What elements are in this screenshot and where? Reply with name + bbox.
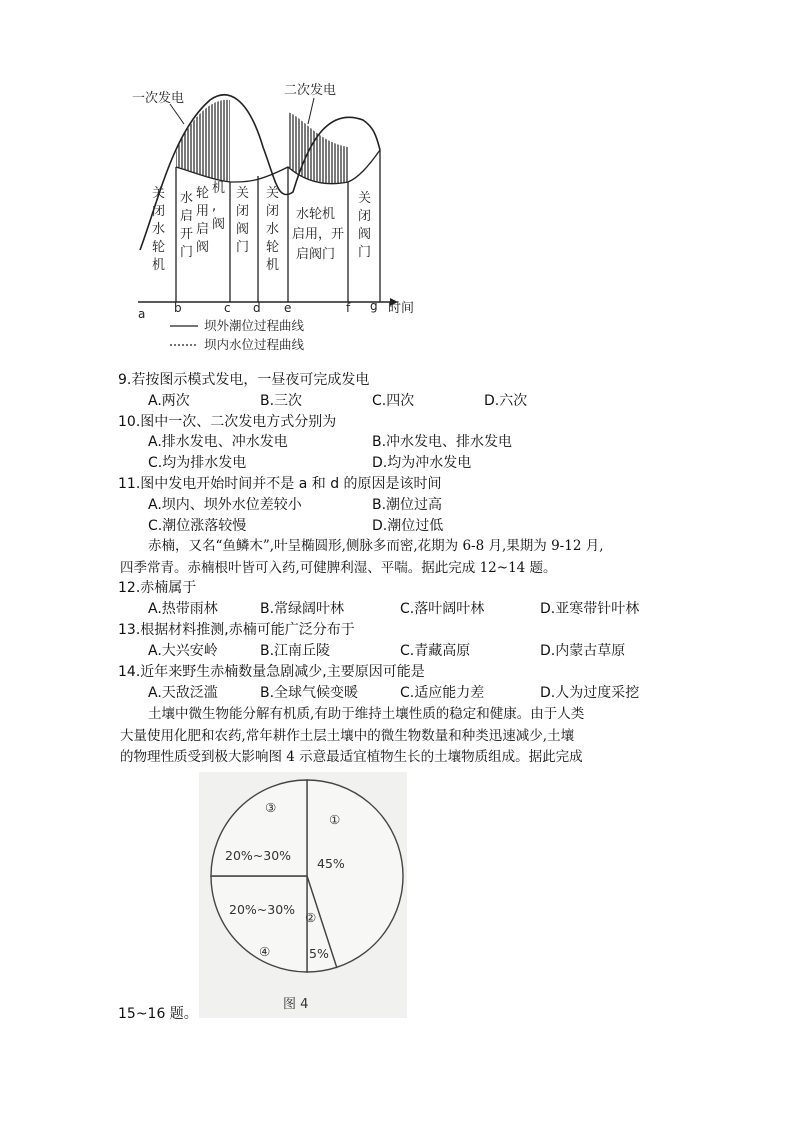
svg-text:门: 门 [180,245,194,260]
stage-label-1: 关 [152,186,166,201]
question-13-stem: 13.根据材料推测,赤楠可能广泛分布于 [118,622,355,638]
stage-label-2: 水 [180,191,194,206]
legend-solid: 坝外潮位过程曲线 [204,318,305,333]
stage-label-5: 水轮机 [296,207,336,222]
question-11-stem: 11.图中发电开始时间并不是 a 和 d 的原因是该时间 [118,476,442,492]
svg-text:机: 机 [266,258,280,273]
q12-option-d: D.亚寒带针叶林 [540,601,640,617]
q9-option-b: B.三次 [260,393,303,409]
sector-1-value: 45% [317,856,345,871]
svg-text:水: 水 [152,222,166,237]
passage-chinan: 赤楠，又名“鱼鳞木”,叶呈椭圆形,侧脉多而密,花期为 6-8 月,果期为 9-12 月, 四季常青。赤楠根叶皆可入药,可健脾利湿、平喘。据此完成 12~14 题。 [120,538,604,576]
tick-e: e [284,301,292,315]
tidal-power-svg [118,72,428,362]
q14-option-b: B.全球气候变暖 [260,685,359,701]
q10-option-a: A.排水发电、冲水发电 [148,434,288,450]
sector-3-id: ③ [265,800,277,815]
svg-text:水: 水 [266,222,280,237]
sector-3-value: 20%~30% [225,848,292,863]
q13-option-b: B.江南丘陵 [260,643,331,659]
q13-option-a: A.大兴安岭 [148,643,218,659]
question-12-stem: 12.赤楠属于 [118,580,197,596]
q10-option-c: C.均为排水发电 [148,455,247,471]
q12-option-a: A.热带雨林 [148,601,218,617]
q11-option-c: C.潮位涨落较慢 [148,518,247,534]
passage-soil: 土壤中微生物能分解有机质,有助于维持土壤性质的稳定和健康。由于人类 大量使用化肥和农药,常年耕作土层土壤中的微生物数量和种类迅速减少,土壤 的物理性质受到极大影响图 4 示意最适宜植物生长的土壤物质组成。据此完成 [120,706,585,765]
q11-option-a: A.坝内、坝外水位差较小 [148,497,302,513]
tick-c: c [224,301,231,315]
time-axis-label: 时间 [388,301,415,316]
svg-text:轮: 轮 [196,186,210,201]
question-14-stem: 14.近年来野生赤楠数量急剧减少,主要原因可能是 [118,664,425,680]
svg-text:闭: 闭 [266,204,280,219]
svg-text:,: , [212,199,217,214]
svg-text:阀: 阀 [212,217,226,232]
tick-d: d [253,301,261,315]
tick-b: b [174,301,182,315]
second-generation-label: 二次发电 [284,83,337,98]
svg-text:闭: 闭 [152,204,166,219]
soil-composition-figure [199,772,407,1018]
svg-text:机: 机 [212,181,226,196]
svg-text:轮: 轮 [266,240,280,255]
svg-text:开: 开 [180,227,194,242]
svg-text:启: 启 [180,209,194,224]
sector-1-id: ① [329,812,341,827]
q10-option-b: B.冲水发电、排水发电 [372,434,513,450]
svg-text:启用，开: 启用，开 [292,227,345,242]
q9-option-c: C.四次 [372,393,415,409]
q14-option-c: C.适应能力差 [400,685,485,701]
q10-option-d: D.均为冲水发电 [372,455,472,471]
svg-text:阀: 阀 [358,227,372,242]
question-10-stem: 10.图中一次、二次发电方式分别为 [118,414,337,430]
figure-4-caption: 图 4 [283,997,309,1012]
tick-a: a [138,307,146,321]
q14-option-a: A.天敌泛滥 [148,685,218,701]
sector-2-value: 5% [309,946,329,961]
svg-text:机: 机 [152,258,166,273]
sector-2-id: ② [305,910,317,925]
svg-text:启: 启 [196,222,210,237]
svg-text:门: 门 [236,240,250,255]
tidal-power-diagram [118,72,428,362]
q13-option-d: D.内蒙古草原 [540,643,626,659]
q11-option-b: B.潮位过高 [372,497,443,513]
q12-option-c: C.落叶阔叶林 [400,601,485,617]
svg-text:用: 用 [196,204,210,219]
q14-option-d: D.人为过度采挖 [540,685,640,701]
svg-text:轮: 轮 [152,240,166,255]
q13-option-c: C.青藏高原 [400,643,471,659]
sector-4-value: 20%~30% [229,902,296,917]
q9-option-d: D.六次 [484,393,528,409]
legend-dashed: 坝内水位过程曲线 [204,337,305,352]
svg-text:闭: 闭 [358,209,372,224]
pie-chart [199,772,407,1018]
q12-option-b: B.常绿阔叶林 [260,601,345,617]
q11-option-d: D.潮位过低 [372,518,444,534]
svg-text:启阀门: 启阀门 [296,247,336,262]
stage-label-3: 关 [236,186,250,201]
svg-text:门: 门 [358,245,372,260]
q9-option-a: A.两次 [148,393,190,409]
stage-label-6: 关 [358,191,372,206]
stage-label-4: 关 [266,186,280,201]
first-generation-label: 一次发电 [132,91,185,106]
svg-text:闭: 闭 [236,204,250,219]
svg-text:阀: 阀 [236,222,250,237]
tail-text: 15~16 题。 [118,1006,198,1022]
sector-4-id: ④ [259,944,271,959]
second-generation-hatch [288,112,348,184]
svg-text:阀: 阀 [196,240,210,255]
tick-f: f [346,301,351,315]
question-9-stem: 9.若按图示模式发电，一昼夜可完成发电 [118,372,370,388]
tick-g: g [370,299,378,313]
